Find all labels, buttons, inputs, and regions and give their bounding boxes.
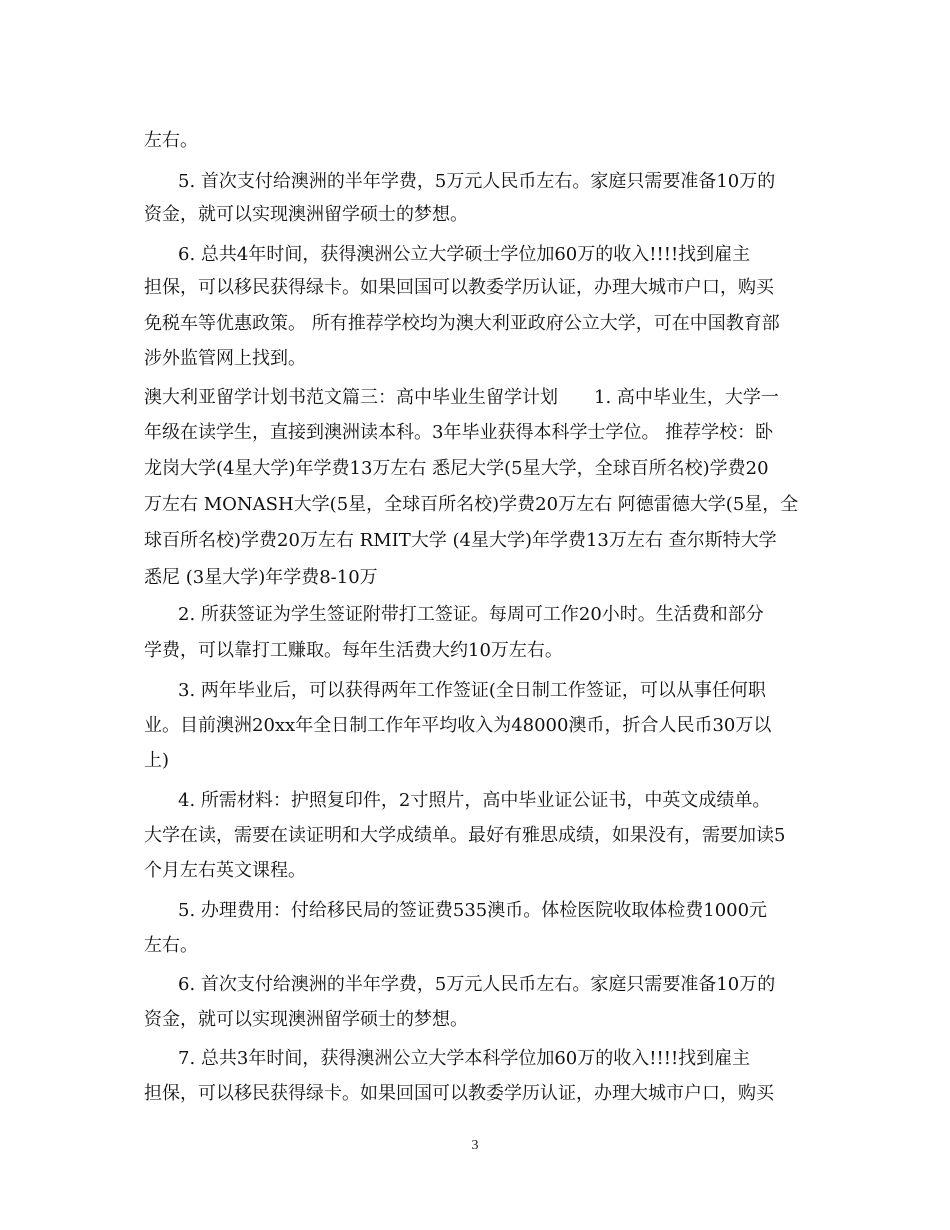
text-line: 年级在读学生，直接到澳洲读本科。3年毕业获得本科学士学位。 推荐学校：卧	[144, 422, 774, 443]
text-line: 个月左右英文课程。	[144, 860, 306, 881]
text-line: 球百所名校)学费20万左右 RMIT大学 (4星大学)年学费13万左右 查尔斯特大学	[144, 530, 777, 551]
text-line: 大学在读，需要在读证明和大学成绩单。最好有雅思成绩，如果没有，需要加读5	[144, 825, 786, 846]
list-item-7: 7. 总共3年时间，获得澳洲公立大学本科学位加60万的收入!!!!找到雇主	[178, 1048, 751, 1069]
list-item-6b: 6. 首次支付给澳洲的半年学费，5万元人民币左右。家庭只需要准备10万的	[178, 974, 776, 995]
text-line: 龙岗大学(4星大学)年学费13万左右 悉尼大学(5星大学，全球百所名校)学费20	[144, 458, 769, 479]
text-line: 资金，就可以实现澳洲留学硕士的梦想。	[144, 1009, 468, 1030]
text-line: 学费，可以靠打工赚取。每年生活费大约10万左右。	[144, 640, 563, 661]
text-line: 业。目前澳洲20xx年全日制工作年平均收入为48000澳币，折合人民币30万以	[144, 715, 772, 736]
text-line: 悉尼 (3星大学)年学费8-10万	[144, 567, 378, 588]
text-line: 万左右 MONASH大学(5星，全球百所名校)学费20万左右 阿德雷德大学(5星，全	[144, 494, 799, 515]
list-item-4: 4. 所需材料：护照复印件，2寸照片，高中毕业证公证书，中英文成绩单。	[178, 790, 771, 811]
text-line: 资金，就可以实现澳洲留学硕士的梦想。	[144, 204, 468, 225]
text-line: 上)	[144, 750, 170, 771]
list-item-3: 3. 两年毕业后，可以获得两年工作签证(全日制工作签证，可以从事任何职	[178, 680, 766, 701]
text-line: 涉外监管网上找到。	[144, 348, 306, 369]
text-line: 左右。	[144, 935, 198, 956]
list-item-5b: 5. 办理费用：付给移民局的签证费535澳币。体检医院收取体检费1000元	[178, 900, 768, 921]
text-line: 担保，可以移民获得绿卡。如果回国可以教委学历认证，办理大城市户口，购买	[144, 1083, 774, 1104]
section-heading: 澳大利亚留学计划书范文篇三：高中毕业生留学计划 1. 高中毕业生，大学一	[144, 387, 779, 408]
text-line: 免税车等优惠政策。 所有推荐学校均为澳大利亚政府公立大学，可在中国教育部	[144, 313, 780, 334]
text-line: 担保，可以移民获得绿卡。如果回国可以教委学历认证，办理大城市户口，购买	[144, 277, 774, 298]
list-item-2: 2. 所获签证为学生签证附带打工签证。每周可工作20小时。生活费和部分	[178, 604, 764, 625]
list-item-6: 6. 总共4年时间，获得澳洲公立大学硕士学位加60万的收入!!!!找到雇主	[178, 244, 751, 265]
page-number: 3	[471, 1138, 479, 1153]
list-item-5: 5. 首次支付给澳洲的半年学费，5万元人民币左右。家庭只需要准备10万的	[178, 171, 776, 192]
text-line: 左右。	[144, 130, 198, 151]
